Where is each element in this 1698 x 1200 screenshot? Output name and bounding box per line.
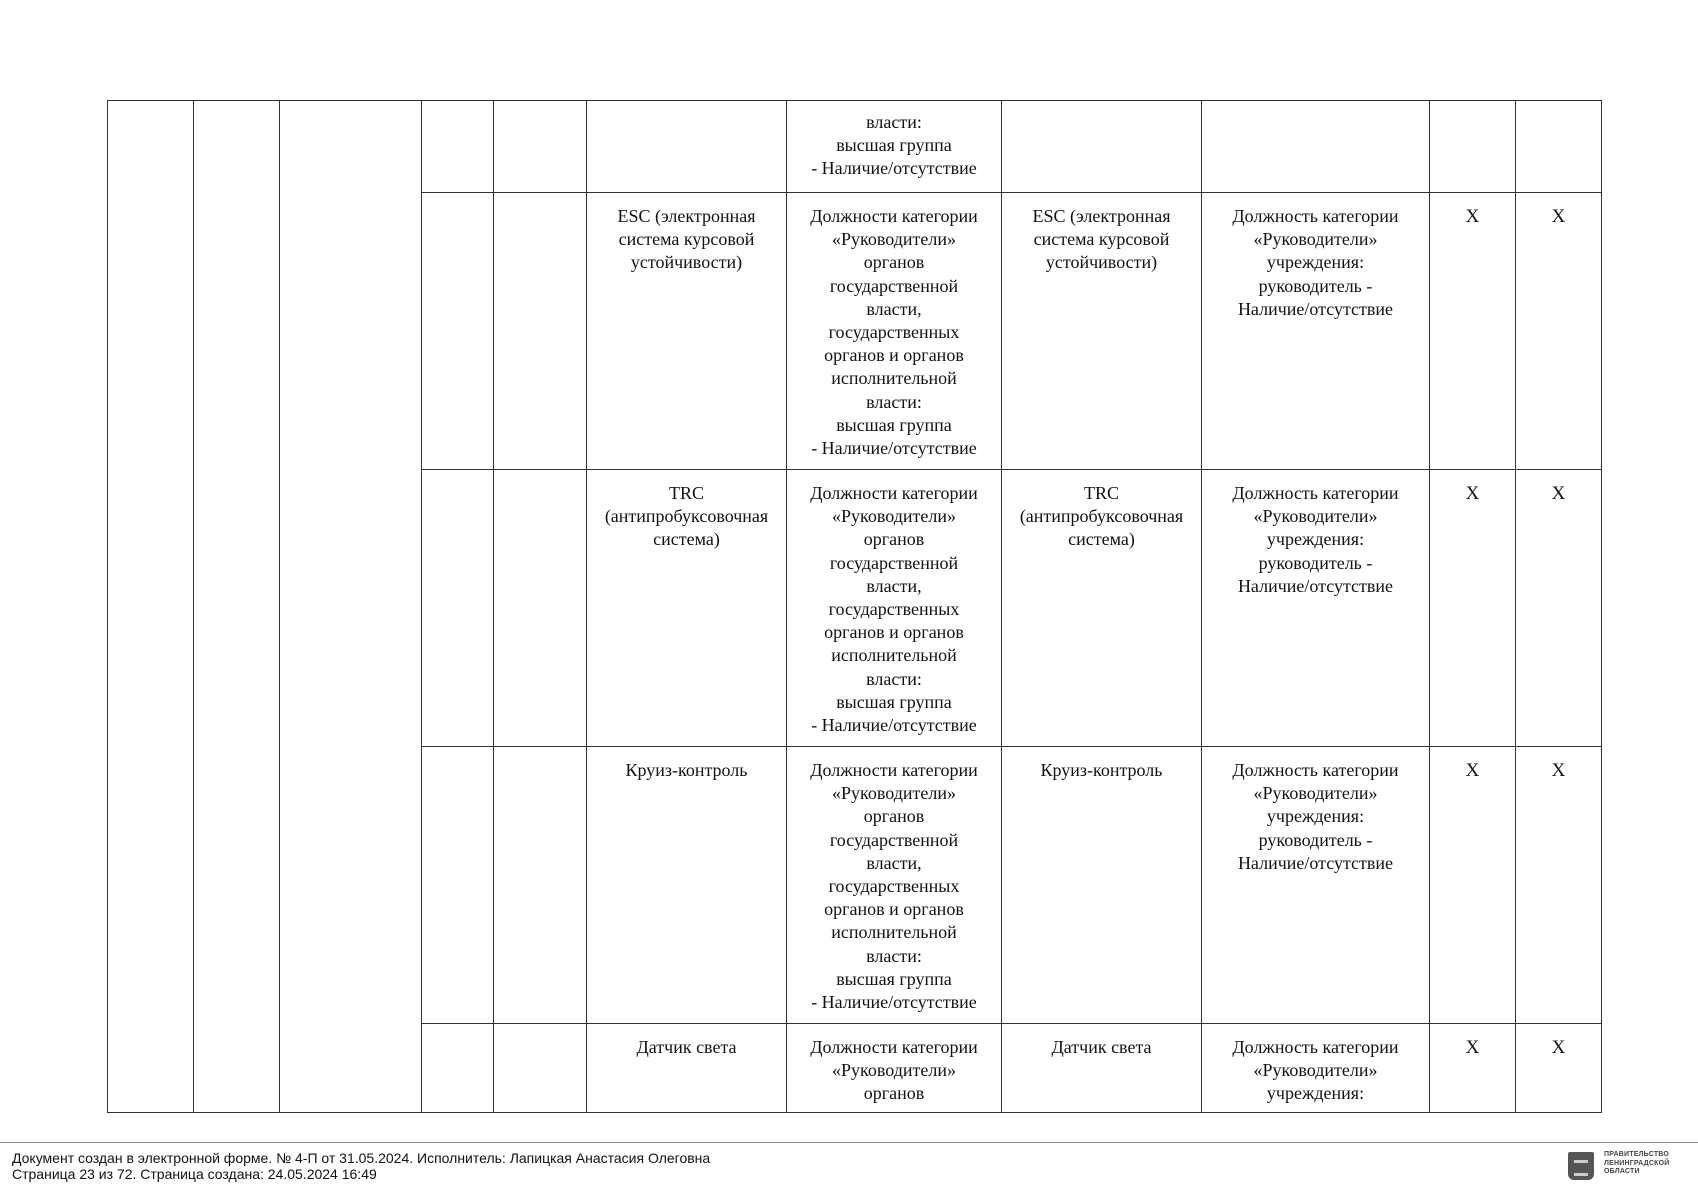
positions-cell-2: Должность категории «Руководители» учреждения: руководитель - Наличие/отсутствие [1202,470,1430,747]
feature-cell: TRC (антипробуксовочная система) [587,470,787,747]
mark-cell: X [1516,747,1602,1024]
positions-cell-2: Должность категории «Руководители» учреждения: руководитель - Наличие/отсутствие [1202,747,1430,1024]
empty-cell [422,747,494,1024]
feature-cell-2: Датчик света [1002,1024,1202,1113]
feature-cell-2 [1002,101,1202,193]
empty-cell [494,193,587,470]
merged-cell-col1 [108,101,194,1113]
mark-cell [1516,101,1602,193]
feature-cell-2: Круиз-контроль [1002,747,1202,1024]
coat-of-arms-icon [1568,1152,1594,1180]
footer-line-document: Документ создан в электронной форме. № 4-П от 31.05.2024. Исполнитель: Лапицкая Анастасия Олеговна [12,1150,711,1166]
positions-cell: власти: высшая группа - Наличие/отсутствие [787,101,1002,193]
positions-cell: Должности категории «Руководители» органов государственной власти, государственных органов и органов исполнительной власти: высшая группа - Наличие/отсутствие [787,193,1002,470]
logo-text: ПРАВИТЕЛЬСТВО ЛЕНИНГРАДСКОЙ ОБЛАСТИ [1604,1151,1670,1175]
merged-cell-col2 [194,101,280,1113]
document-footer [12,1150,710,1182]
mark-cell: X [1516,470,1602,747]
document-table [107,100,1602,1113]
mark-cell [1430,101,1516,193]
table-row [108,101,1602,193]
feature-cell: Круиз-контроль [587,747,787,1024]
empty-cell [422,470,494,747]
positions-cell-2 [1202,101,1430,193]
mark-cell: X [1430,193,1516,470]
mark-cell: X [1430,1024,1516,1113]
empty-cell [494,747,587,1024]
mark-cell: X [1516,193,1602,470]
footer-line-page: Страница 23 из 72. Страница создана: 24.05.2024 16:49 [12,1166,377,1182]
empty-cell [494,1024,587,1113]
feature-cell-2: ESC (электронная система курсовой устойчивости) [1002,193,1202,470]
empty-cell [422,101,494,193]
positions-cell-2: Должность категории «Руководители» учреждения: [1202,1024,1430,1113]
feature-cell: Датчик света [587,1024,787,1113]
empty-cell [494,101,587,193]
footer-divider [0,1142,1698,1143]
government-logo [1568,1150,1688,1184]
positions-cell-2: Должность категории «Руководители» учреждения: руководитель - Наличие/отсутствие [1202,193,1430,470]
mark-cell: X [1430,747,1516,1024]
mark-cell: X [1430,470,1516,747]
feature-cell-2: TRC (антипробуксовочная система) [1002,470,1202,747]
empty-cell [422,193,494,470]
positions-cell: Должности категории «Руководители» органов [787,1024,1002,1113]
mark-cell: X [1516,1024,1602,1113]
positions-cell: Должности категории «Руководители» органов государственной власти, государственных органов и органов исполнительной власти: высшая группа - Наличие/отсутствие [787,470,1002,747]
empty-cell [422,1024,494,1113]
merged-cell-col3 [280,101,422,1113]
feature-cell [587,101,787,193]
empty-cell [494,470,587,747]
positions-cell: Должности категории «Руководители» органов государственной власти, государственных органов и органов исполнительной власти: высшая группа - Наличие/отсутствие [787,747,1002,1024]
feature-cell: ESC (электронная система курсовой устойчивости) [587,193,787,470]
